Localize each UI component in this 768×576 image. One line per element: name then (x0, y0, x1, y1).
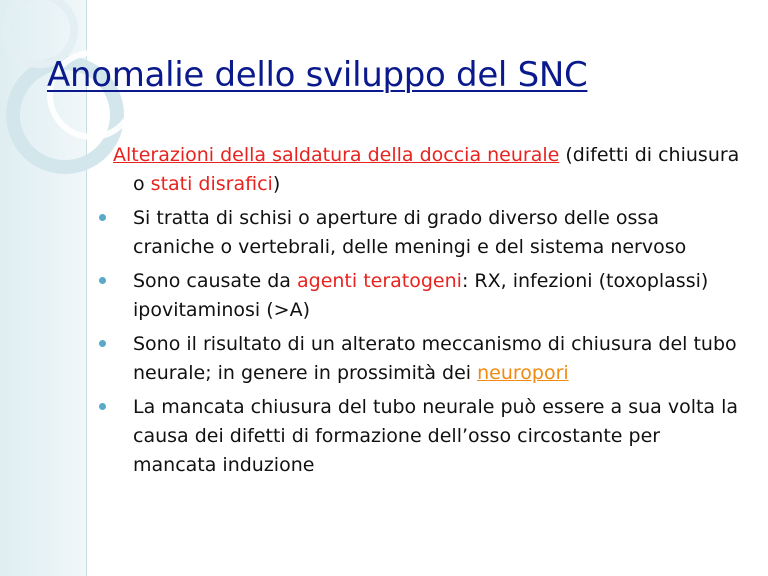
intro-text-b: ) (272, 173, 281, 195)
bullet-item (113, 330, 743, 388)
bullet-item (113, 393, 743, 480)
bullet-text-after: : RX, infezioni (toxoplassi) ipovitaminosi (>A) (133, 270, 709, 321)
slide-title: Anomalie dello sviluppo del SNC (47, 55, 588, 95)
bullet-text: La mancata chiusura del tubo neurale può essere a sua volta la causa dei difetti di formazione dell’osso circostante per mancata induzione (133, 396, 739, 476)
bullet-icon (99, 277, 106, 284)
intro-paragraph (113, 141, 743, 199)
decorative-circles (0, 0, 130, 200)
intro-highlight: Alterazioni della saldatura della doccia neurale (113, 144, 560, 166)
bullet-highlight: agenti teratogeni (297, 270, 462, 292)
intro-highlight-2: stati disrafici (150, 173, 273, 195)
bullet-icon (99, 214, 106, 221)
bullet-item (113, 267, 743, 325)
bullet-text-before: Sono causate da (133, 270, 297, 292)
bullet-icon (99, 403, 106, 410)
bullet-icon (99, 340, 106, 347)
bullet-item (113, 204, 743, 262)
neuropori-link[interactable]: neuropori (477, 362, 569, 384)
bullet-text-before: Sono il risultato di un alterato meccanismo di chiusura del tubo neurale; in genere in prossimità dei (133, 333, 737, 384)
slide-body (113, 141, 743, 485)
intro-text-a: (difetti di chiusura o (133, 144, 740, 195)
bullet-text: Si tratta di schisi o aperture di grado diverso delle ossa craniche o vertebrali, delle meningi e del sistema nervoso (133, 207, 687, 258)
